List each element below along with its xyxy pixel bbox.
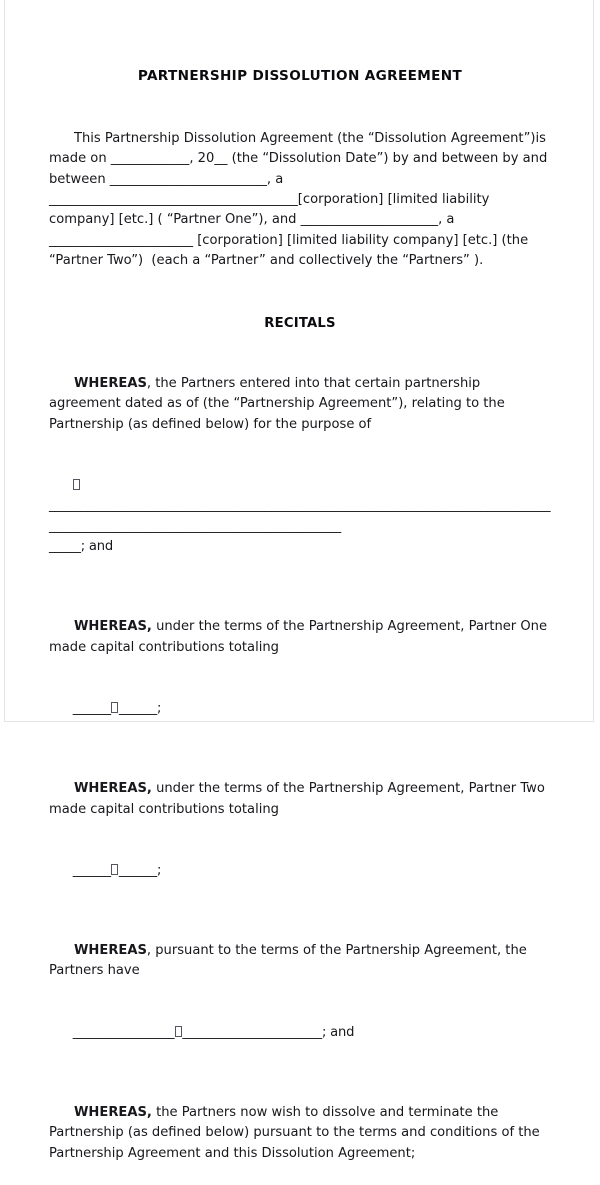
- recital-blank-line: [49, 456, 551, 578]
- recital-blank-after: ______;: [118, 700, 162, 716]
- recital-paragraph: [49, 353, 551, 455]
- recital-body: under the terms of the Partnership Agreement, Partner Two made capital contributions totaling: [49, 781, 550, 817]
- missing-glyph-icon: [111, 702, 118, 713]
- recital-lead: WHEREAS,: [73, 1104, 152, 1120]
- recital-lead: WHEREAS,: [73, 619, 152, 635]
- recital-paragraph: [49, 921, 551, 1003]
- recital-blank-before: ______: [72, 862, 111, 878]
- recital-blank-before: ______: [72, 700, 111, 716]
- recital-blank-line: [49, 1002, 551, 1063]
- recital-lead: WHEREAS,: [73, 781, 152, 797]
- recital-blank-after: ______________________; and: [182, 1024, 355, 1040]
- recital-body: under the terms of the Partnership Agreement, Partner One made capital contributions totaling: [49, 619, 552, 655]
- recital-blank-after: _____________________________________________________________________________________________________________________________: [49, 498, 551, 534]
- recital-paragraph: [49, 1082, 551, 1184]
- recital-body: , the Partners entered into that certain partnership agreement dated as of (the “Partnership Agreement”), relating to the Partnership (as defined below) for the purpose of: [49, 375, 509, 432]
- page-title: PARTNERSHIP DISSOLUTION AGREEMENT: [137, 68, 463, 84]
- recital-blank-line: [49, 840, 551, 901]
- recital-paragraph: [49, 759, 551, 841]
- recital-body: the Partners now wish to dissolve and terminate the Partnership (as defined below) pursuant to the terms and conditions of the Partnership Agreement and this Dissolution Agreement;: [49, 1104, 544, 1161]
- recital-body: , pursuant to the terms of the Partnership Agreement, the Partners have: [49, 943, 531, 979]
- recital-blank-before: ________________: [72, 1024, 175, 1040]
- recital-lead: WHEREAS: [73, 943, 147, 959]
- recital-paragraph: [49, 597, 551, 679]
- preamble-text: This Partnership Dissolution Agreement (the “Dissolution Agreement”)is made on ____________, 20__ (the “Dissolution Date”) by and between by and between ________________________, a ______________________________________[corporation] [limited liability company] [etc.] ( “Partner One”), and _____________________, a ______________________ [corporation] [limited liability company] [etc.] (the “Partner Two”) (each a “Partner” and collectively the “Partners” ).: [49, 130, 552, 269]
- recital-lead: WHEREAS: [73, 375, 147, 391]
- missing-glyph-icon: [111, 864, 118, 875]
- document-page: [4, 0, 594, 1161]
- section-heading-recitals: RECITALS: [264, 316, 336, 332]
- missing-glyph-icon: [175, 1026, 182, 1037]
- recital-blank-tail: _____; and: [49, 539, 113, 555]
- recital-blank-after: ______;: [118, 862, 162, 878]
- missing-glyph-icon: [73, 479, 80, 490]
- preamble-paragraph: [49, 108, 551, 292]
- document-body: [49, 66, 551, 1185]
- recital-blank-line: [49, 679, 551, 740]
